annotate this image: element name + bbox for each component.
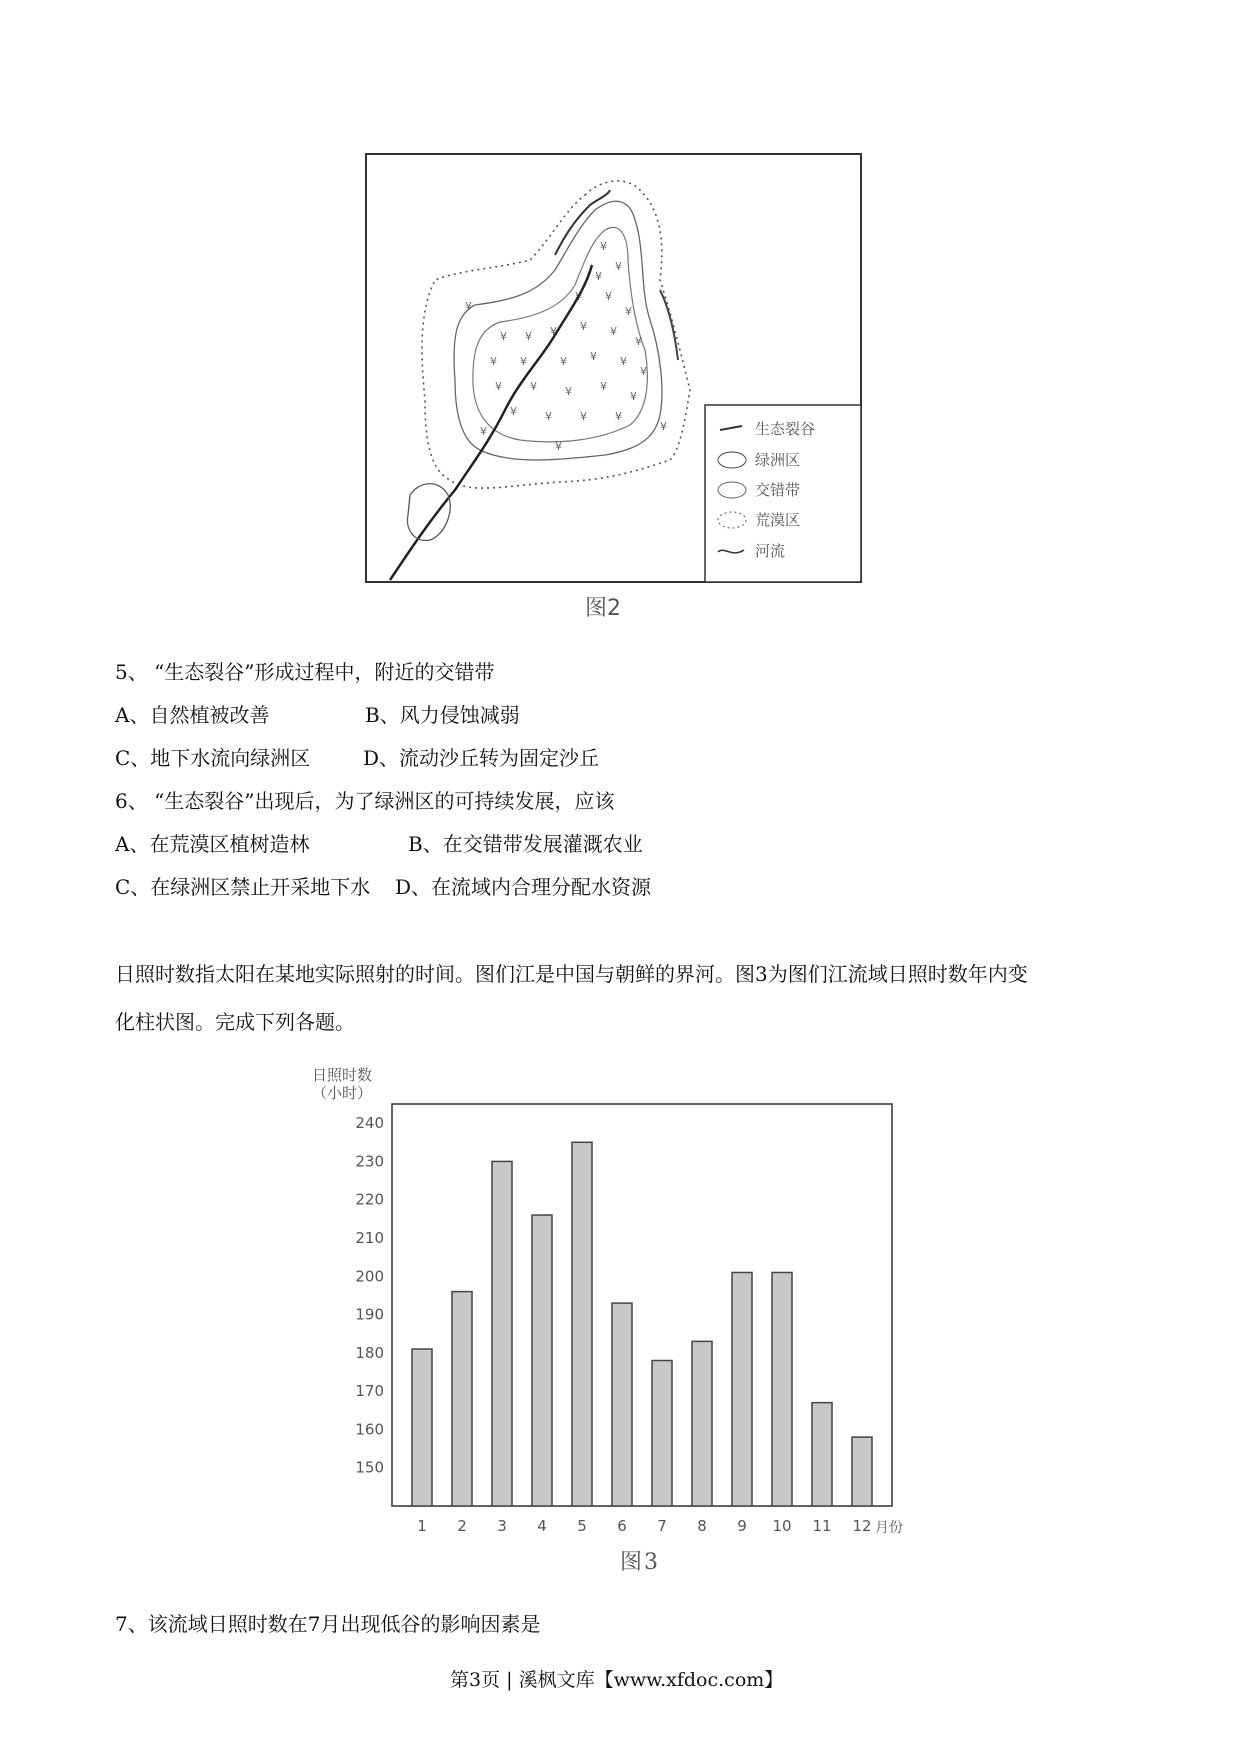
svg-text:¥: ¥ bbox=[510, 405, 517, 418]
small-oasis bbox=[407, 484, 450, 541]
question-6-option-d: D、在流域内合理分配水资源 bbox=[395, 875, 652, 899]
svg-text:¥: ¥ bbox=[615, 410, 622, 423]
x-tick-label: 3 bbox=[497, 1517, 507, 1535]
oasis-symbols bbox=[465, 240, 667, 453]
svg-text:¥: ¥ bbox=[495, 380, 502, 393]
question-6-stem: 6、 “生态裂谷”出现后，为了绿洲区的可持续发展，应该 bbox=[115, 789, 615, 813]
bar-month-4 bbox=[532, 1215, 552, 1506]
svg-text:¥: ¥ bbox=[545, 410, 552, 423]
bar-month-3 bbox=[492, 1161, 512, 1506]
svg-text:¥: ¥ bbox=[560, 355, 567, 368]
chart-bars bbox=[412, 1142, 872, 1506]
svg-text:¥: ¥ bbox=[605, 290, 612, 303]
bar-month-9 bbox=[732, 1272, 752, 1506]
x-tick-label: 2 bbox=[457, 1517, 467, 1535]
svg-text:¥: ¥ bbox=[530, 380, 537, 393]
svg-text:¥: ¥ bbox=[620, 355, 627, 368]
bar-month-5 bbox=[572, 1142, 592, 1506]
page-footer: 第3页 | 溪枫文库【www.xfdoc.com】 bbox=[450, 1669, 784, 1691]
bar-month-1 bbox=[412, 1349, 432, 1506]
x-tick-label: 12 bbox=[852, 1517, 872, 1535]
bar-month-11 bbox=[812, 1403, 832, 1506]
svg-text:¥: ¥ bbox=[640, 365, 647, 378]
chart-ylabel-unit: （小时） bbox=[312, 1084, 373, 1102]
legend-transition: 交错带 bbox=[755, 481, 801, 499]
chart-y-ticks bbox=[355, 1114, 384, 1477]
svg-text:¥: ¥ bbox=[490, 355, 497, 368]
figure-3-caption: 图3 bbox=[620, 1550, 660, 1575]
svg-text:¥: ¥ bbox=[555, 440, 562, 453]
svg-text:¥: ¥ bbox=[480, 425, 487, 438]
intro-line-1: 日照时数指太阳在某地实际照射的时间。图们江是中国与朝鲜的界河。图3为图们江流域日照时数年内变 bbox=[115, 962, 1028, 986]
figure-2-map bbox=[360, 150, 870, 630]
svg-text:¥: ¥ bbox=[520, 355, 527, 368]
x-tick-label: 11 bbox=[812, 1517, 832, 1535]
svg-text:¥: ¥ bbox=[630, 390, 637, 403]
bar-month-8 bbox=[692, 1341, 712, 1506]
y-tick-label: 170 bbox=[355, 1382, 384, 1401]
x-tick-label: 5 bbox=[577, 1517, 587, 1535]
question-6-option-b: B、在交错带发展灌溉农业 bbox=[408, 832, 643, 856]
legend-oasis: 绿洲区 bbox=[755, 451, 801, 469]
svg-text:¥: ¥ bbox=[615, 260, 622, 273]
legend-rift: 生态裂谷 bbox=[755, 420, 816, 438]
question-5-option-c: C、地下水流向绿洲区 bbox=[115, 746, 311, 770]
svg-text:¥: ¥ bbox=[660, 420, 667, 433]
question-6-option-a: A、在荒漠区植树造林 bbox=[115, 832, 310, 856]
figure-3-chart bbox=[300, 1058, 940, 1538]
svg-text:¥: ¥ bbox=[610, 325, 617, 338]
legend-desert: 荒漠区 bbox=[755, 511, 801, 529]
y-tick-label: 200 bbox=[355, 1267, 384, 1286]
question-5-stem: 5、 “生态裂谷”形成过程中，附近的交错带 bbox=[115, 660, 495, 684]
ecological-rift-2 bbox=[660, 290, 678, 360]
svg-text:¥: ¥ bbox=[600, 240, 607, 253]
y-tick-label: 240 bbox=[355, 1114, 384, 1133]
figure-2-caption: 图2 bbox=[585, 596, 621, 621]
y-tick-label: 190 bbox=[355, 1305, 384, 1324]
chart-x-ticks bbox=[417, 1517, 871, 1535]
y-tick-label: 150 bbox=[355, 1458, 384, 1477]
bar-month-2 bbox=[452, 1292, 472, 1506]
question-7-stem: 7、该流域日照时数在7月出现低谷的影响因素是 bbox=[115, 1612, 541, 1636]
question-5-option-d: D、流动沙丘转为固定沙丘 bbox=[363, 746, 600, 770]
svg-text:¥: ¥ bbox=[500, 330, 507, 343]
svg-text:¥: ¥ bbox=[580, 320, 587, 333]
svg-text:¥: ¥ bbox=[600, 380, 607, 393]
chart-ylabel: 日照时数 bbox=[312, 1066, 373, 1084]
x-tick-label: 6 bbox=[617, 1517, 627, 1535]
y-tick-label: 230 bbox=[355, 1152, 384, 1171]
y-tick-label: 210 bbox=[355, 1229, 384, 1247]
x-tick-label: 4 bbox=[537, 1517, 547, 1535]
svg-text:¥: ¥ bbox=[635, 335, 642, 348]
map-legend bbox=[705, 405, 861, 582]
chart-xlabel: 月份 bbox=[875, 1520, 903, 1536]
svg-text:¥: ¥ bbox=[565, 385, 572, 398]
svg-text:¥: ¥ bbox=[590, 350, 597, 363]
x-tick-label: 8 bbox=[697, 1517, 707, 1535]
intro-line-2: 化柱状图。完成下列各题。 bbox=[115, 1010, 355, 1034]
bar-month-10 bbox=[772, 1272, 792, 1506]
svg-text:¥: ¥ bbox=[550, 325, 557, 338]
y-tick-label: 180 bbox=[355, 1343, 384, 1362]
question-5-option-b: B、风力侵蚀减弱 bbox=[365, 703, 520, 727]
svg-text:¥: ¥ bbox=[525, 330, 532, 343]
bar-month-6 bbox=[612, 1303, 632, 1506]
question-5-option-a: A、自然植被改善 bbox=[115, 703, 270, 727]
svg-text:¥: ¥ bbox=[625, 305, 632, 318]
svg-text:¥: ¥ bbox=[580, 410, 587, 423]
svg-text:¥: ¥ bbox=[595, 270, 602, 283]
x-tick-label: 7 bbox=[657, 1517, 667, 1535]
x-tick-label: 1 bbox=[417, 1517, 427, 1535]
bar-month-7 bbox=[652, 1361, 672, 1506]
question-6-option-c: C、在绿洲区禁止开采地下水 bbox=[115, 875, 371, 899]
legend-river: 河流 bbox=[755, 542, 786, 560]
x-tick-label: 10 bbox=[772, 1517, 792, 1535]
river bbox=[390, 265, 592, 580]
svg-text:¥: ¥ bbox=[465, 300, 472, 313]
y-tick-label: 160 bbox=[355, 1420, 384, 1439]
y-tick-label: 220 bbox=[355, 1190, 384, 1209]
x-tick-label: 9 bbox=[737, 1517, 747, 1535]
bar-month-12 bbox=[852, 1437, 872, 1506]
svg-text:¥: ¥ bbox=[575, 290, 582, 303]
